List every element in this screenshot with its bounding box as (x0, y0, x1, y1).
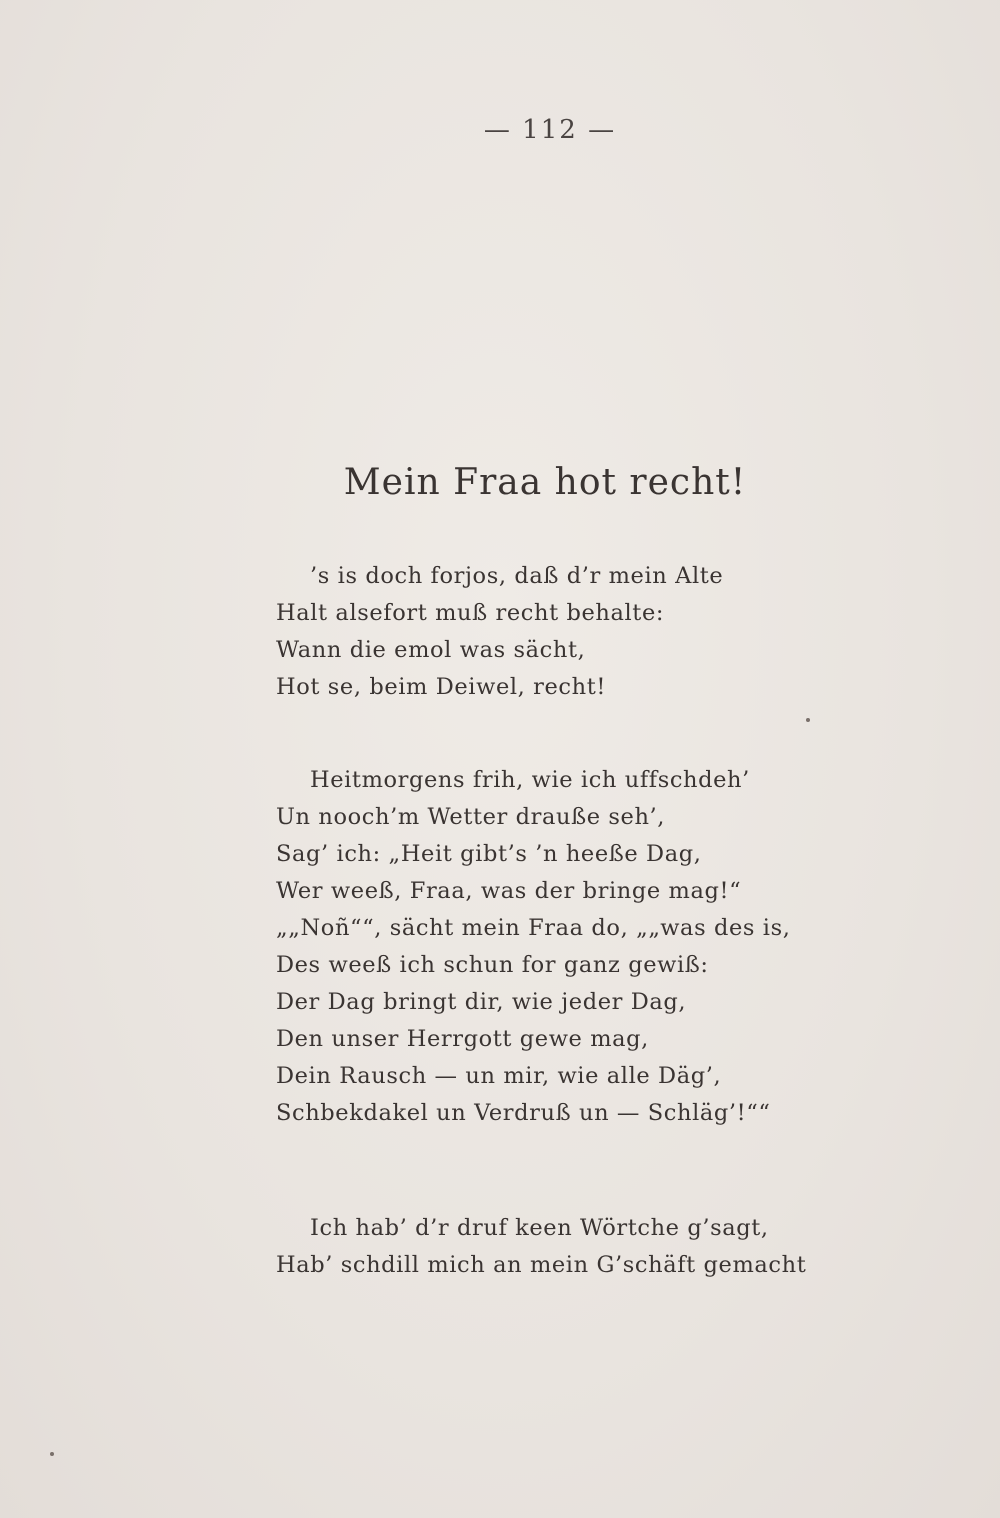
poem-line: Halt alsefort muß recht behalte: (276, 600, 665, 626)
paper-speck (806, 718, 810, 722)
poem-line: Wer weeß, Fraa, was der bringe mag!“ (276, 878, 742, 904)
stanza-1 (276, 558, 916, 706)
poem-line: Dein Rausch — un mir, wie alle Däg’, (276, 1063, 722, 1089)
poem-title: Mein Fraa hot recht! (343, 462, 747, 503)
poem-line: ’s is doch forjos, daß d’r mein Alte (310, 563, 724, 589)
poem-line: Schbekdakel un Verdruß un — Schläg’!““ (276, 1100, 771, 1126)
poem-line: Heitmorgens frih, wie ich uffschdeh’ (310, 767, 750, 793)
poem-line: Hot se, beim Deiwel, recht! (276, 674, 607, 700)
poem-line: Hab’ schdill mich an mein G’schäft gemacht (276, 1252, 807, 1278)
poem-line: „„Noñ““, sächt mein Fraa do, „„was des is, (276, 915, 791, 941)
poem-line: Den unser Herrgott gewe mag, (276, 1026, 649, 1052)
stanza-3 (276, 1210, 916, 1284)
poem-line: Des weeß ich schun for ganz gewiß: (276, 952, 709, 978)
poem-line: Der Dag bringt dir, wie jeder Dag, (276, 989, 687, 1015)
page-number: — 112 — (483, 115, 617, 145)
paper-speck (50, 1452, 54, 1456)
poem-line: Sag’ ich: „Heit gibt’s ’n heeße Dag, (276, 841, 702, 867)
stanza-2 (276, 762, 916, 1132)
poem-line: Wann die emol was sächt, (276, 637, 586, 663)
poem-line: Un nooch’m Wetter drauße seh’, (276, 804, 666, 830)
poem-line: Ich hab’ d’r druf keen Wörtche g’sagt, (310, 1215, 769, 1241)
